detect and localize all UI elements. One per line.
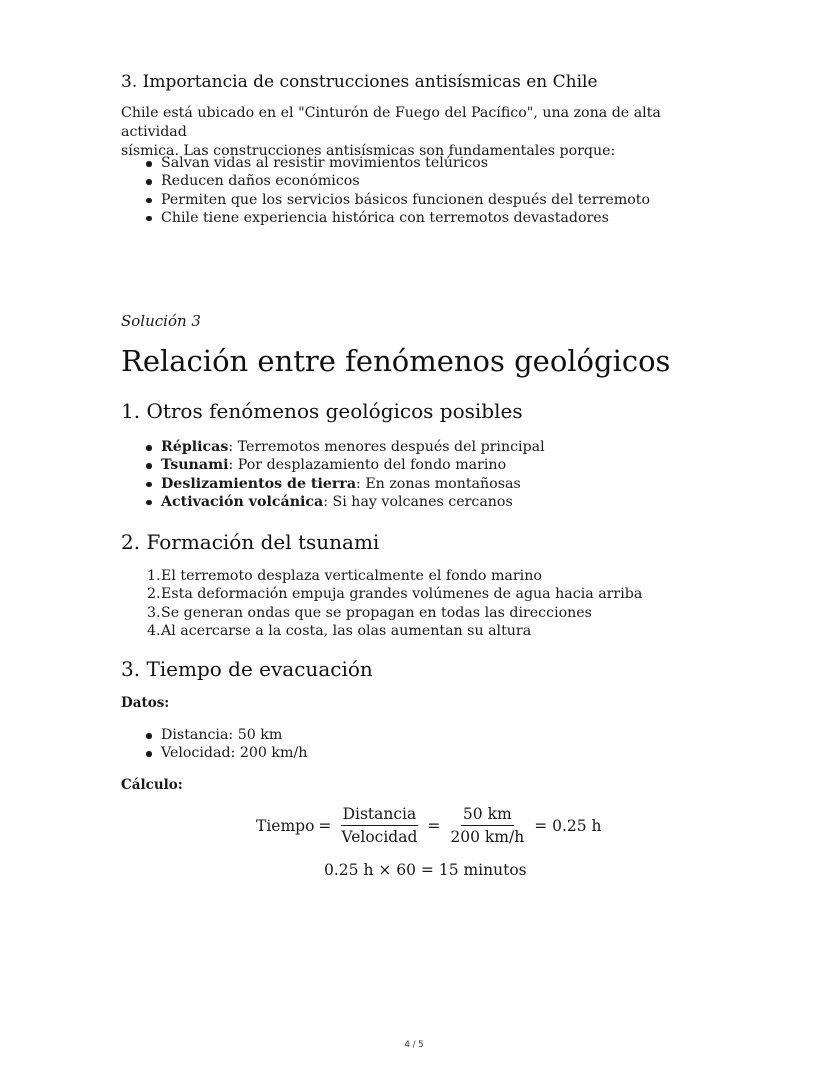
desc: : Por desplazamiento del fondo marino [228,457,507,474]
denominator: Velocidad [341,828,418,846]
term: Activación volcánica [161,493,324,510]
list-item: Salvan vidas al resistir movimientos telúricos [121,154,650,172]
list-item [121,585,642,603]
formula-result: = 0.25 h [534,816,602,835]
page-indicator: 4 / 5 [404,1040,424,1050]
list-item: Permiten que los servicios básicos funcionen después del terremoto [121,191,650,209]
solution-label: Solución 3 [121,312,201,330]
intro-paragraph [121,104,701,161]
fraction-values [448,805,526,846]
list-item [121,456,545,474]
heading-otros-fenomenos: 1. Otros fenómenos geológicos posibles [121,399,523,423]
list-item: Chile tiene experiencia histórica con terremotos devastadores [121,209,650,227]
step-text: Esta deformación empuja grandes volúmenes de agua hacia arriba [161,586,643,603]
formula-lhs: Tiempo [256,816,315,835]
heading-formacion-tsunami: 2. Formación del tsunami [121,530,380,554]
list-item: Reducen daños económicos [121,172,650,190]
list-item [121,567,642,585]
step-number: 4. [147,622,161,639]
step-number: 3. [147,604,161,621]
intro-line-1: Chile está ubicado en el "Cinturón de Fuego del Pacífico", una zona de alta actividad [121,105,661,140]
datos-list [121,726,307,763]
numerator: Distancia [341,805,419,826]
formula-equals: = [318,816,332,835]
step-number: 2. [147,586,161,603]
desc: : En zonas montañosas [356,475,521,492]
list-item: Velocidad: 200 km/h [121,744,307,762]
step-text: Se generan ondas que se propagan en todas las direcciones [161,604,592,621]
time-formula [256,805,606,846]
section-heading-importancia: 3. Importancia de construcciones antisísmicas en Chile [121,72,598,92]
minutes-formula: 0.25 h × 60 = 15 minutos [324,861,527,879]
list-item [121,493,545,511]
step-number: 1. [147,568,161,584]
importancia-list [121,154,650,227]
fenomenos-list [121,438,545,511]
tsunami-steps-list [121,567,642,640]
list-item [121,604,642,622]
step-text: Al acercarse a la costa, las olas aumentan su altura [161,622,532,639]
intro-line-2: sísmica. Las construcciones antisísmicas son fundamentales porque: [121,143,616,159]
list-item [121,622,642,640]
term: Réplicas [161,439,229,455]
desc: : Terremotos menores después del principal [228,439,545,455]
list-item: Distancia: 50 km [121,726,307,744]
list-item [121,475,545,493]
heading-tiempo-evacuacion: 3. Tiempo de evacuación [121,657,373,681]
desc: : Si hay volcanes cercanos [323,493,513,510]
formula-equals: = [427,816,441,835]
term: Deslizamientos de tierra [161,475,357,492]
numerator: 50 km [461,805,514,826]
datos-label: Datos: [121,695,170,711]
fraction-distance-speed [339,805,419,846]
calculo-label: Cálculo: [121,777,183,793]
page-title: Relación entre fenómenos geológicos [121,344,671,378]
denominator: 200 km/h [450,828,525,846]
list-item [121,438,545,456]
term: Tsunami [161,457,229,474]
step-text: El terremoto desplaza verticalmente el fondo marino [161,568,542,584]
